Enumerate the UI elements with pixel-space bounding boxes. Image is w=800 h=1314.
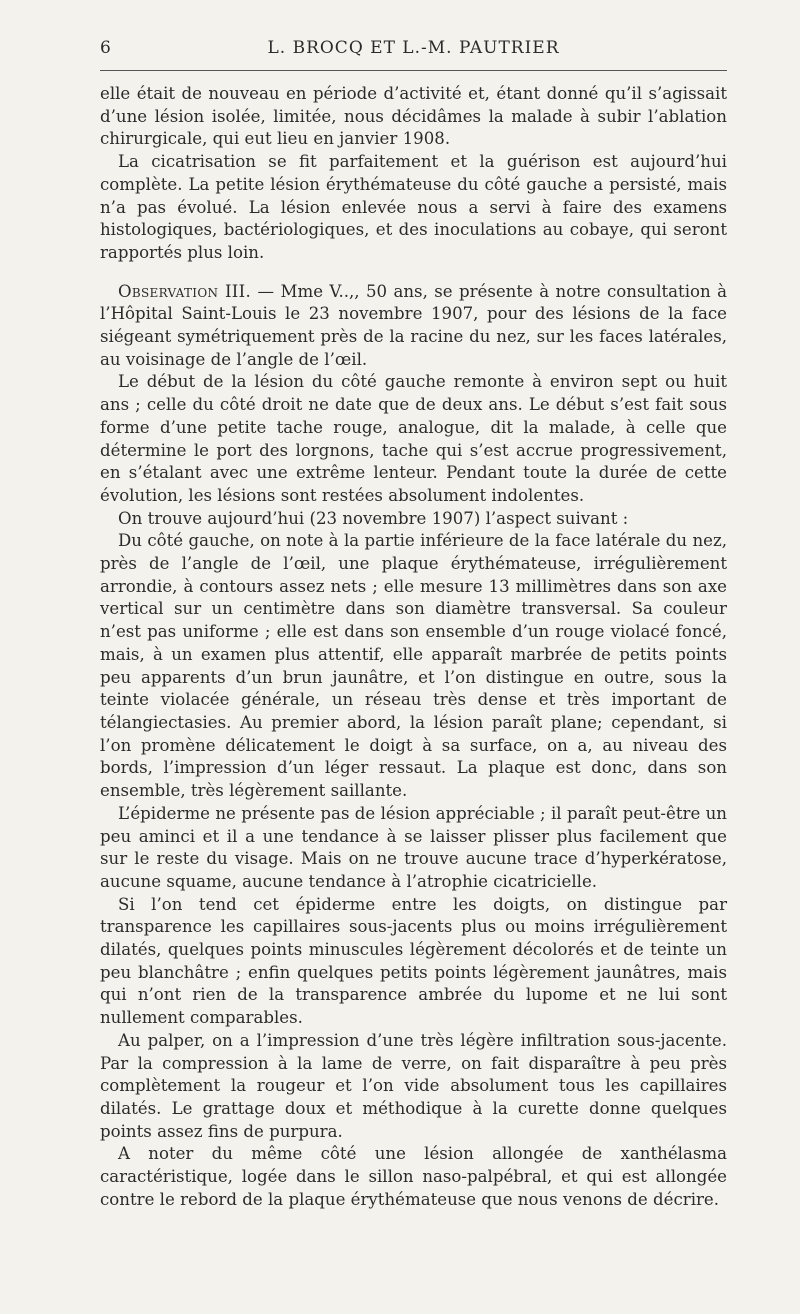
paragraph: Si l’on tend cet épiderme entre les doigts, on distingue par transparence les capillaires sous-jacents plus ou moins irrégulièrement dilatés, quelques points minuscules légèrement décolorés et de teinte un peu blanchâtre ; enfin quelques petits points légèrement jaunâtres, mais qui n’ont rien de la transparence ambrée du lupome et ne lui sont nullement comparables. [100,894,727,1028]
paragraph: A noter du même côté une lésion allongée de xanthélasma caractéristique, logée dans le sillon naso-palpébral, et qui est allongée contre le rebord de la plaque érythémateuse que nous venons de décrire. [100,1144,727,1209]
body-text [100,83,727,1211]
page-number: 6 [100,38,112,58]
running-title: L. BROCQ ET L.-M. PAUTRIER [267,38,560,58]
paragraph: La cicatrisation se fit parfaitement et la guérison est aujourd’hui complète. La petite lésion érythémateuse du côté gauche a persisté, mais n’a pas évolué. La lésion enlevée nous a servi à faire des examens histologiques, bactériologiques, et des inoculations au cobaye, qui seront rapportés plus loin. [100,152,727,262]
paragraph: L’épiderme ne présente pas de lésion appréciable ; il paraît peut-être un peu aminci et il a une tendance à se laisser plisser plus facilement que sur le reste du visage. Mais on ne trouve aucune trace d’hyperkératose, aucune squame, aucune tendance à l’atrophie cicatricielle. [100,803,727,891]
paragraph: Le début de la lésion du côté gauche remonte à environ sept ou huit ans ; celle du côté droit ne date que de deux ans. Le début s’est fait sous forme d’une petite tache rouge, analogue, dit la malade, à celle que détermine le port des lorgnons, tache qui s’est accrue progressivement, en s’étalant avec une extrême lenteur. Pendant toute la durée de cette évolution, les lésions sont restées absolument indolentes. [100,372,727,505]
observation-paragraph [100,281,727,372]
header-rule [100,70,727,71]
book-page [100,30,727,1211]
paragraph: Au palper, on a l’impression d’une très légère infiltration sous-jacente. Par la compression à la lame de verre, on fait disparaître à peu près complètement la rougeur et l’on vide absolument tous les capillaires dilatés. Le grattage doux et méthodique à la curette donne quelques points assez fins de purpura. [100,1030,727,1141]
paragraph: elle était de nouveau en période d’activité et, étant donné qu’il s’agissait d’une lésion isolée, limitée, nous décidâmes la malade à subir l’ablation chirurgicale, qui eut lieu en janvier 1908. [100,84,727,149]
observation-label: Observation III. [118,281,252,301]
page-header [100,30,727,66]
observation-text: — Mme V..,, 50 ans, se présente à notre consultation à l’Hôpital Saint-Louis le 23 novembre 1907, pour des lésions de la face siégeant symétriquement près de la racine du nez, sur les faces latérales, au voisinage de l’angle de l’œil. [100,281,727,369]
paragraph: Du côté gauche, on note à la partie inférieure de la face latérale du nez, près de l’angle de l’œil, une plaque érythémateuse, irrégulièrement arrondie, à contours assez nets ; elle mesure 13 millimètres dans son axe vertical sur un centimètre dans son diamètre transversal. Sa couleur n’est pas uniforme ; elle est dans son ensemble d’un rouge violacé foncé, mais, à un examen plus attentif, elle apparaît marbrée de petits points peu apparents d’un brun jaunâtre, et l’on distingue en outre, sous la teinte violacée générale, un réseau très dense et très important de télangiectasies. Au premier abord, la lésion paraît plane; cependant, si l’on promène délicatement le doigt à sa surface, on a, au niveau des bords, l’impression d’un léger ressaut. La plaque est donc, dans son ensemble, très légèrement saillante. [100,531,727,801]
paragraph: On trouve aujourd’hui (23 novembre 1907) l’aspect suivant : [118,508,629,528]
